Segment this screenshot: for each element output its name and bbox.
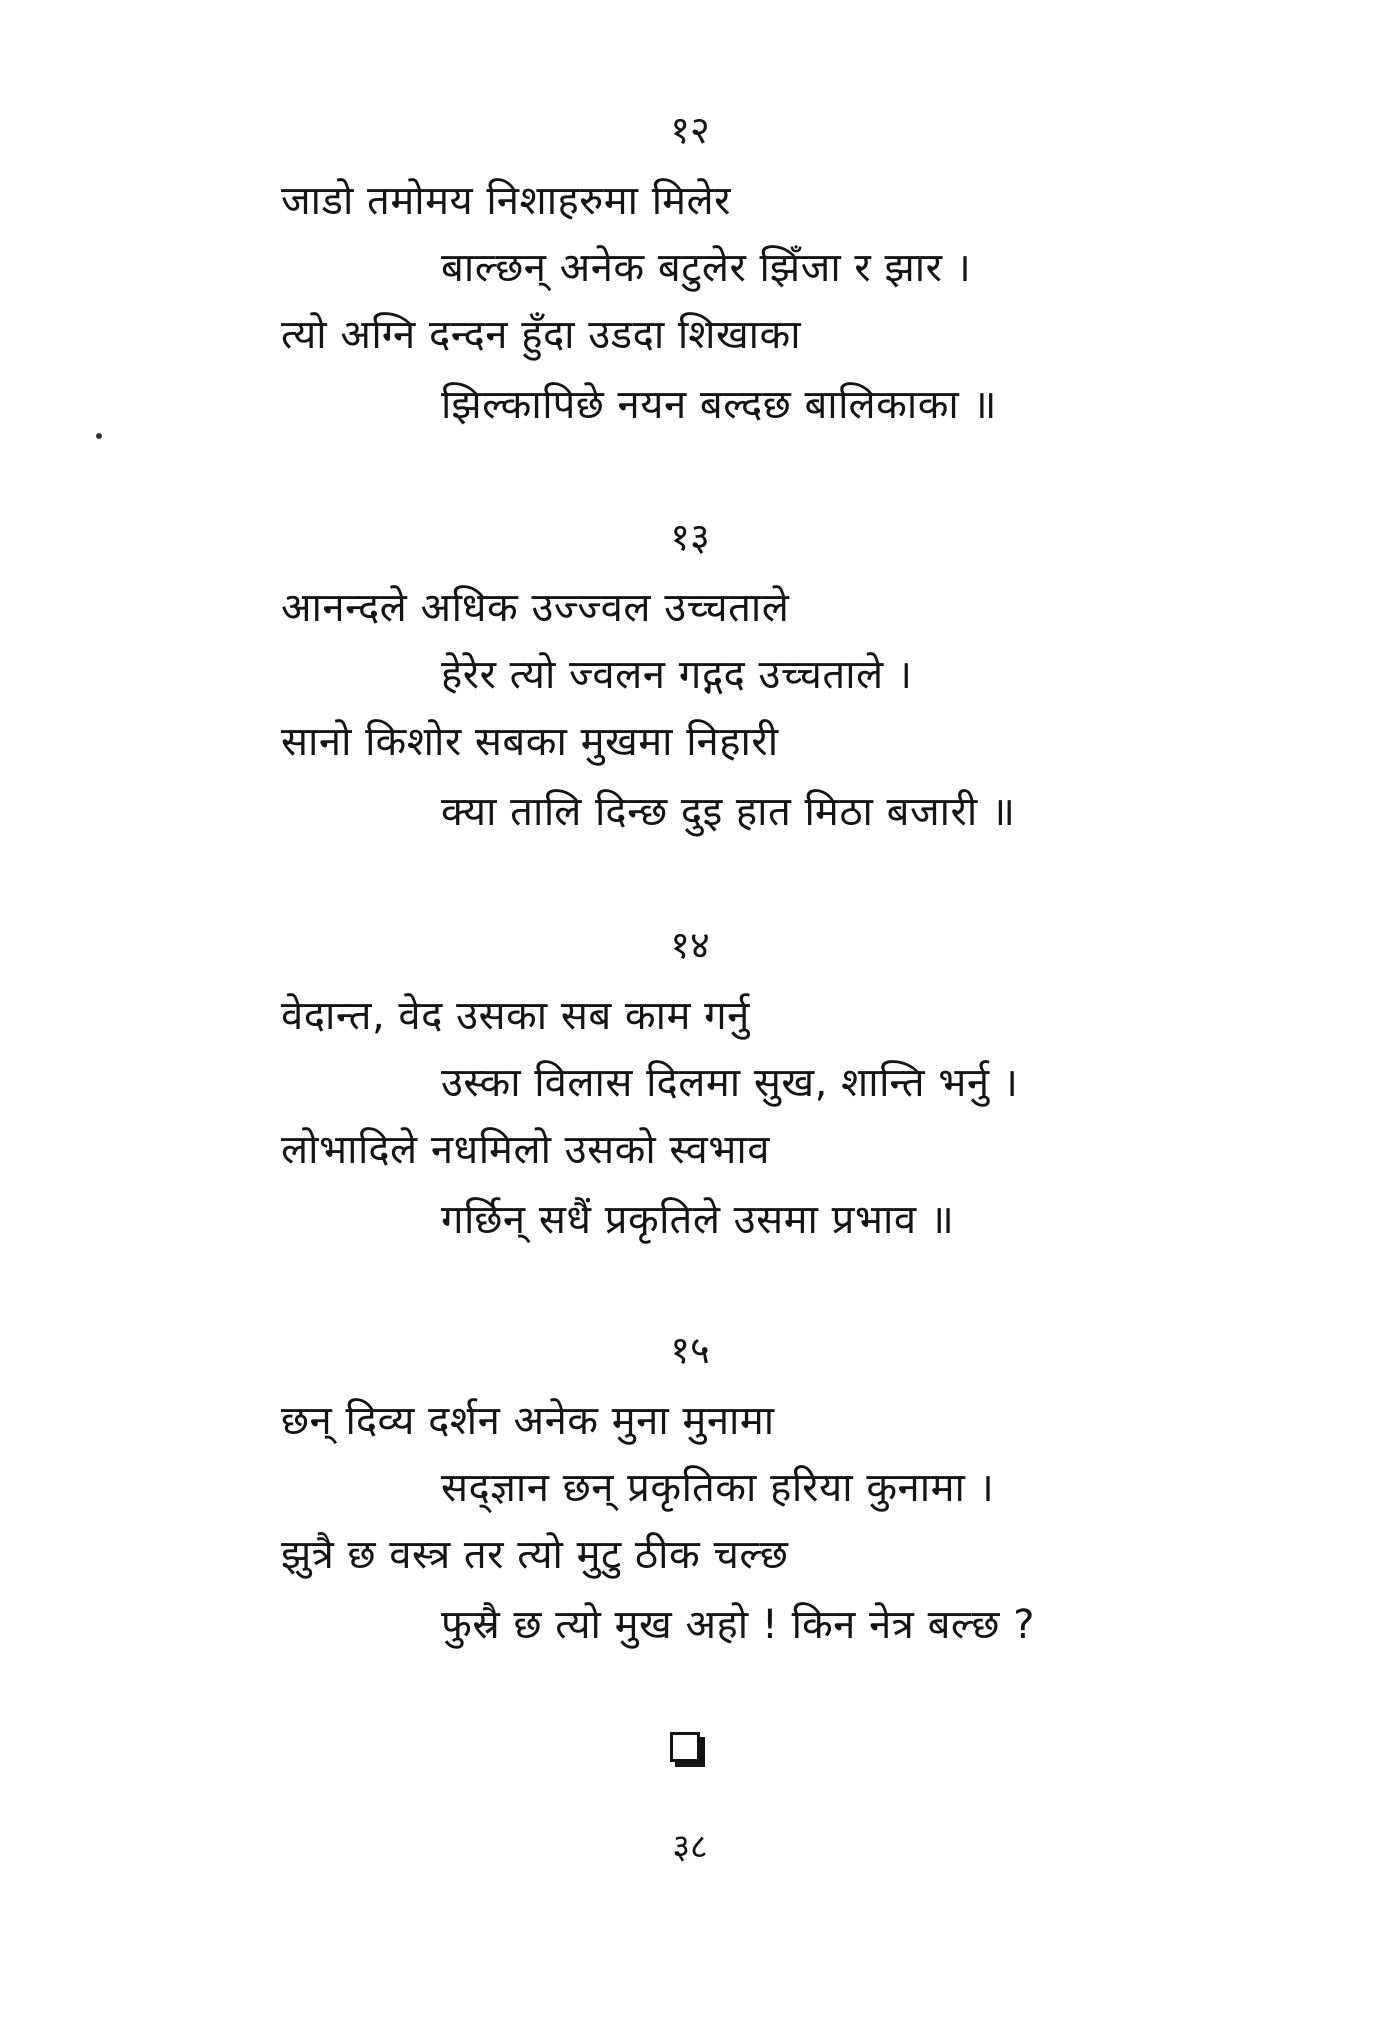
stanza-number: १२	[670, 108, 710, 152]
scan-speck	[96, 433, 102, 439]
stanza-number: १३	[670, 515, 710, 559]
verse-line: झिल्कापिछे नयन बल्दछ बालिकाका ॥	[441, 382, 997, 428]
verse-line: फुस्रै छ त्यो मुख अहो ! किन नेत्र बल्छ ?	[441, 1602, 1035, 1648]
page-number: ३८	[672, 1827, 708, 1867]
verse-line: आनन्दले अधिक उज्ज्वल उच्चताले	[281, 585, 790, 631]
verse-line: लोभादिले नधमिलो उसको स्वभाव	[281, 1127, 770, 1173]
verse-line: उस्का विलास दिलमा सुख, शान्ति भर्नु ।	[441, 1060, 1019, 1106]
verse-line: जाडो तमोमय निशाहरुमा मिलेर	[281, 178, 731, 224]
stanza-number: १५	[670, 1328, 710, 1372]
verse-line: सानो किशोर सबका मुखमा निहारी	[281, 719, 779, 765]
verse-line: हेरेर त्यो ज्वलन गद्गद उच्चताले ।	[441, 652, 913, 698]
verse-line: गर्छिन् सधैं प्रकृतिले उसमा प्रभाव ॥	[441, 1197, 955, 1243]
verse-line: क्या तालि दिन्छ दुइ हात मिठा बजारी ॥	[441, 789, 1016, 835]
verse-line: त्यो अग्नि दन्दन हुँदा उडदा शिखाका	[281, 312, 802, 358]
verse-line: वेदान्त, वेद उसका सब काम गर्नु	[281, 993, 750, 1039]
stanza-number: १४	[670, 923, 710, 967]
verse-line: छन् दिव्य दर्शन अनेक मुना मुनामा	[281, 1398, 775, 1444]
verse-line: बाल्छन् अनेक बटुलेर झिँजा र झार ।	[441, 245, 972, 291]
verse-line: झुत्रै छ वस्त्र तर त्यो मुटु ठीक चल्छ	[281, 1532, 789, 1578]
verse-line: सद्ज्ञान छन् प्रकृतिका हरिया कुनामा ।	[441, 1465, 995, 1511]
section-end-box-icon	[670, 1732, 700, 1762]
